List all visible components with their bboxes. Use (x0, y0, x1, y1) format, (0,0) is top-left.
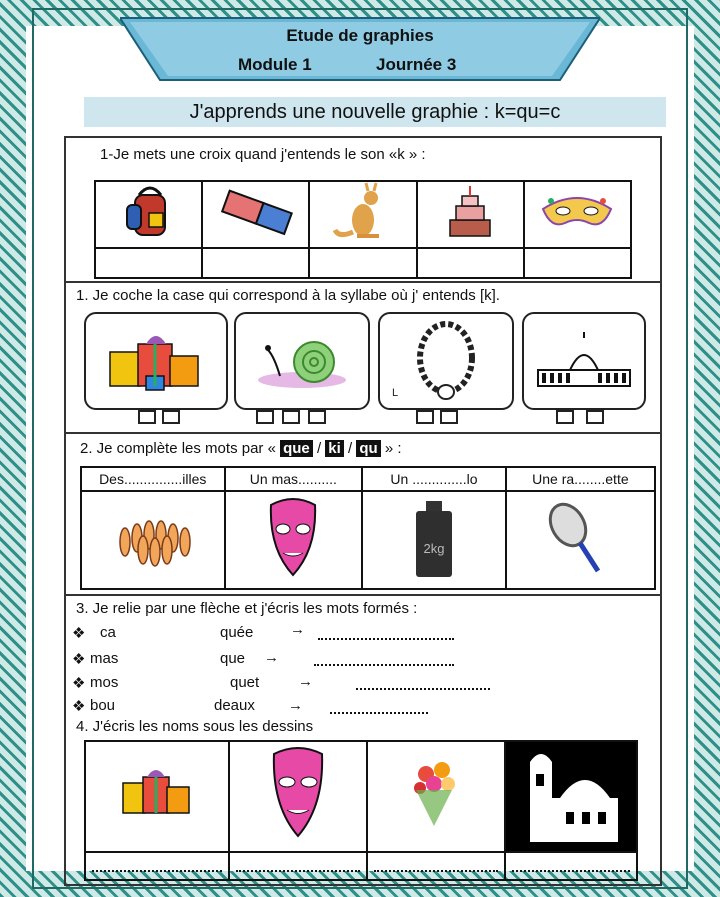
module-label: Module 1 (238, 55, 312, 74)
arrow-icon: → (290, 621, 305, 638)
answer-line[interactable] (314, 664, 454, 666)
divider (64, 281, 662, 283)
cell-mosque (505, 741, 637, 852)
divider (64, 432, 662, 434)
arrow-icon: → (298, 673, 313, 690)
word-blank[interactable]: Une ra........ette (506, 467, 655, 491)
word-blank[interactable]: Un ..............lo (362, 467, 506, 491)
cell-eraser (202, 181, 309, 248)
mask-icon (537, 187, 617, 237)
exercise-3-grid (80, 466, 656, 590)
weight-label: 2kg (423, 540, 445, 556)
arrow-icon: → (288, 697, 303, 714)
syllable-left: mas (90, 650, 119, 667)
worksheet-title: Etude de graphies (286, 26, 434, 45)
answer-line[interactable] (318, 638, 454, 640)
name-answer-cell[interactable] (229, 852, 367, 880)
arrow-icon: → (264, 649, 279, 666)
exercise-3-instruction: 2. Je complète les mots par « que / ki / qu » : (80, 440, 402, 457)
kangaroo-icon (333, 182, 393, 242)
syllable-checkbox[interactable] (162, 410, 180, 424)
syllable-checkbox[interactable] (586, 410, 604, 424)
bouquet-icon (406, 754, 466, 834)
option-qu: qu (356, 440, 380, 457)
card-snail (234, 312, 370, 410)
worksheet-header (120, 14, 600, 84)
cell-mask (524, 181, 631, 248)
syllable-right: que (220, 650, 246, 667)
syllable-right: deaux (214, 697, 255, 714)
instruction-text: » : (384, 440, 402, 457)
answer-line[interactable] (330, 712, 428, 714)
exercise-2-instruction: 1. Je coche la case qui correspond à la syllabe où j' entends [k]. (76, 287, 500, 304)
syllable-left: ca (100, 624, 116, 641)
syllable-checkbox[interactable] (282, 410, 300, 424)
syllable-checkbox[interactable] (138, 410, 156, 424)
bullet-icon: ❖ (72, 625, 86, 642)
syllable-left: mos (90, 674, 119, 691)
card-mosque (522, 312, 646, 410)
skittles-icon (113, 508, 193, 568)
cake-icon (440, 182, 500, 242)
cell-weight (362, 491, 506, 589)
syllable-left: bou (90, 697, 116, 714)
cell-skittles (81, 491, 225, 589)
option-que: que (280, 440, 313, 457)
answer-cell[interactable] (309, 248, 416, 278)
syllable-checkbox[interactable] (416, 410, 434, 424)
exercise-1-grid (94, 180, 632, 279)
answer-cell[interactable] (202, 248, 309, 278)
cell-kangaroo (309, 181, 416, 248)
name-answer-cell[interactable] (505, 852, 637, 880)
bullet-icon: ❖ (72, 651, 86, 668)
exercise-1-instruction: 1-Je mets une croix quand j'entends le son «k » : (100, 146, 426, 163)
card-gifts (84, 312, 228, 410)
gifts-icon (86, 314, 226, 408)
word-blank[interactable]: Des...............illes (81, 467, 225, 491)
answer-cell[interactable] (95, 248, 202, 278)
exercise-5-instruction: 4. J'écris les noms sous les dessins (76, 718, 314, 735)
exercise-5-grid (84, 740, 638, 881)
answer-cell[interactable] (417, 248, 524, 278)
svg-text:L: L (392, 387, 399, 399)
gifts-icon (117, 759, 197, 829)
bullet-icon: ❖ (72, 675, 86, 692)
syllable-checkbox[interactable] (308, 410, 326, 424)
cell-gifts (85, 741, 229, 852)
mosque-icon (516, 742, 626, 846)
mask-icon (268, 744, 328, 844)
snail-icon (236, 314, 368, 408)
instruction-text: 2. Je complète les mots par « (80, 440, 276, 457)
syllable-checkbox[interactable] (556, 410, 574, 424)
syllable-right: quée (220, 624, 254, 641)
day-label: Journée 3 (376, 55, 457, 74)
cell-cake (417, 181, 524, 248)
racket-icon (540, 495, 620, 581)
cell-backpack (95, 181, 202, 248)
word-blank[interactable]: Un mas.......... (225, 467, 363, 491)
backpack-icon (119, 183, 179, 241)
cell-mask (229, 741, 367, 852)
eraser-icon (216, 183, 296, 241)
mask-icon (263, 495, 323, 581)
divider (64, 594, 662, 596)
option-ki: ki (325, 440, 344, 457)
exercise-4-instruction: 3. Je relie par une flèche et j'écris les mots formés : (76, 600, 418, 617)
cell-racket (506, 491, 655, 589)
name-answer-cell[interactable] (85, 852, 229, 880)
bullet-icon: ❖ (72, 698, 86, 715)
cell-bouquet (367, 741, 505, 852)
syllable-right: quet (230, 674, 260, 691)
answer-line[interactable] (356, 688, 490, 690)
syllable-checkbox[interactable] (440, 410, 458, 424)
weight-icon (404, 495, 464, 581)
mosque-icon (524, 314, 644, 408)
syllable-checkbox[interactable] (256, 410, 274, 424)
necklace-icon (380, 314, 512, 408)
answer-cell[interactable] (524, 248, 631, 278)
name-answer-cell[interactable] (367, 852, 505, 880)
lesson-banner: J'apprends une nouvelle graphie : k=qu=c (84, 97, 666, 127)
cell-mask (225, 491, 363, 589)
header-ribbon (120, 14, 600, 84)
card-necklace (378, 312, 514, 410)
